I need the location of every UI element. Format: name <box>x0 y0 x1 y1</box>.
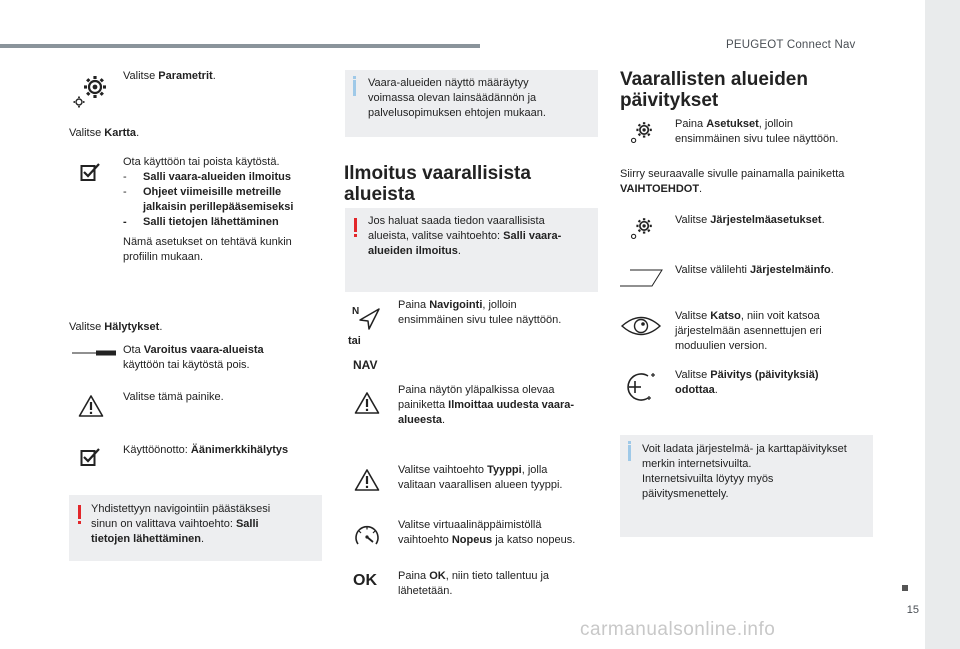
header-title: PEUGEOT Connect Nav <box>726 39 856 51</box>
toggle-option-last-meters: - Ohjeet viimeisille metreille jalkaisin perillepääsemiseksi <box>123 186 294 213</box>
warning-text: Yhdistettyyn navigointiin päästäksesi sinun on valittava vaihtoehto: Salli tietojen lähettäminen. <box>91 503 271 545</box>
press-navigation-text: Paina Navigointi, jolloin ensimmäinen sivu tulee näyttöön. <box>398 299 562 326</box>
sound-alert-activation-text: Käyttöönotto: Äänimerkkihälytys <box>123 444 289 456</box>
page-edge-strip <box>925 0 960 649</box>
settings-gears-icon <box>628 118 656 146</box>
watermark: carmanualsonline.info <box>580 619 776 640</box>
toggle-switch-icon <box>72 349 116 357</box>
eye-icon <box>620 313 662 339</box>
toggle-option-allow-sending: - Salli tietojen lähettäminen <box>123 216 279 228</box>
press-ok-text: Paina OK, niin tieto tallentuu ja lähetetään. <box>398 570 550 597</box>
warning-exclamation-icon <box>78 505 81 519</box>
select-alerts-text: Valitse Hälytykset. <box>69 321 163 333</box>
enter-speed-text: Valitse virtuaalinäppäimistöllä vaihtoehto Nopeus ja katso nopeus. <box>398 519 576 546</box>
warning-text: Jos haluat saada tiedon vaarallisista alueista, valitse vaihtoehto: Salli vaara- alueiden ilmoitus. <box>368 215 562 257</box>
toggle-options-list <box>123 155 323 230</box>
toggle-intro: Ota käyttöön tai poista käytöstä. <box>123 156 280 168</box>
tab-icon <box>620 268 664 288</box>
select-type-text: Valitse vaihtoehto Tyyppi, jolla valitaan vaarallisen alueen tyyppi. <box>398 464 563 491</box>
toggle-option-allow-danger-zones: - Salli vaara-alueiden ilmoitus <box>123 171 291 183</box>
info-icon <box>628 441 631 444</box>
profile-note: Nämä asetukset on tehtävä kunkin profiilin mukaan. <box>123 236 292 263</box>
svg-text:N: N <box>352 306 360 317</box>
options-button-text: Siirry seuraavalle sivulle painamalla painiketta VAIHTOEHDOT. <box>620 168 845 195</box>
info-icon <box>353 76 356 79</box>
danger-zone-warning-box <box>345 208 598 292</box>
select-parameters-text: Valitse Parametrit. <box>123 70 216 82</box>
section-heading-danger-zone-updates: Vaarallisten alueiden päivitykset <box>620 69 808 111</box>
ok-button-icon: OK <box>353 572 377 589</box>
section-end-marker <box>902 585 908 591</box>
press-settings-text: Paina Asetukset, jolloin ensimmäinen sivu tulee näyttöön. <box>675 118 839 145</box>
section-heading-danger-zone-report: Ilmoitus vaarallisista alueista <box>344 163 531 205</box>
nav-button-icon: NAV <box>353 358 378 372</box>
select-view-text: Valitse Katso, niin voit katsoa järjestelmään asennettujen eri moduulien version. <box>675 310 822 352</box>
download-updates-info-box <box>620 435 873 537</box>
checkbox-icon <box>80 162 102 182</box>
select-system-info-tab-text: Valitse välilehti Järjestelmäinfo. <box>675 264 834 276</box>
or-label: tai <box>348 335 361 347</box>
navigation-arrow-icon <box>352 304 382 332</box>
danger-warning-toggle-text: Ota Varoitus vaara-alueista käyttöön tai käytöstä pois. <box>123 344 264 371</box>
warning-exclamation-icon <box>354 218 357 232</box>
checkbox-icon <box>80 447 102 467</box>
report-new-zone-text: Paina näytön yläpalkissa olevaa painiketta Ilmoittaa uudesta vaara- alueesta. <box>398 384 575 426</box>
connected-nav-warning-box <box>69 495 322 561</box>
press-this-button-text: Valitse tämä painike. <box>123 391 224 403</box>
select-map-text: Valitse Kartta. <box>69 127 140 139</box>
system-settings-icon <box>628 214 656 242</box>
update-icon <box>622 370 658 404</box>
info-text: Vaara-alueiden näyttö määräytyy voimassa olevan lainsäädännön ja palvelusopimuksen ehtojen mukaan. <box>368 77 546 119</box>
warning-triangle-icon <box>354 391 380 415</box>
select-system-settings-text: Valitse Järjestelmäasetukset. <box>675 214 825 226</box>
warning-triangle-icon <box>78 394 104 418</box>
info-text: Voit ladata järjestelmä- ja karttapäivitykset merkin internetsivuilta. Internetsivuilta löytyy myös päivitysmenettely. <box>642 443 847 500</box>
speedometer-icon <box>353 523 381 549</box>
warning-triangle-icon <box>354 468 380 492</box>
page-number: 15 <box>906 604 919 616</box>
legislation-info-box <box>345 70 598 137</box>
select-pending-updates-text: Valitse Päivitys (päivityksiä) odottaa. <box>675 369 819 396</box>
settings-gears-icon <box>72 70 112 110</box>
header-rule <box>0 44 480 48</box>
